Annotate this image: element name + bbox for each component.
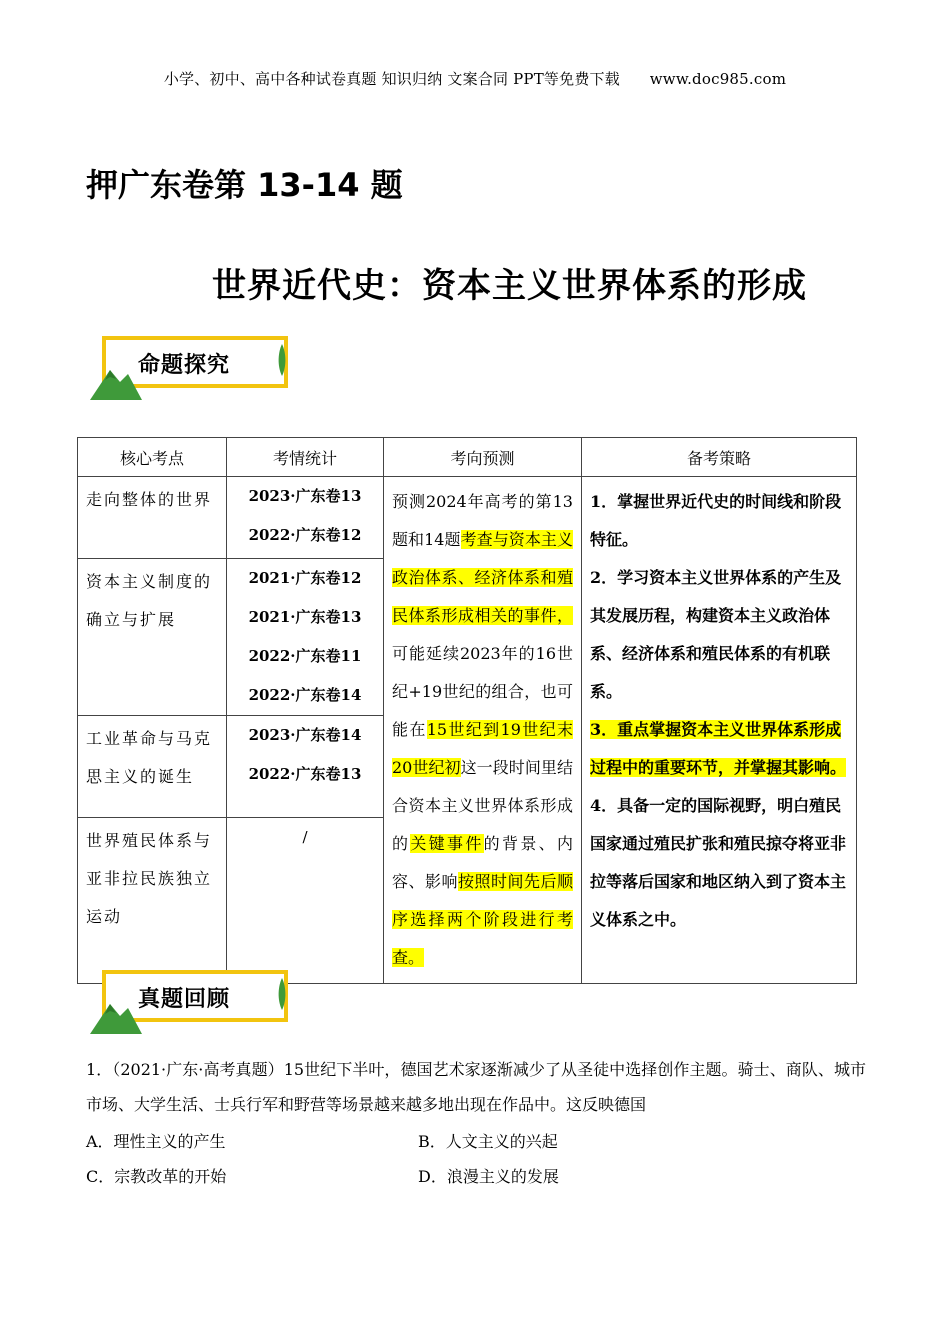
leaf-icon	[275, 342, 289, 378]
stat-item: 2021·广东卷13	[248, 608, 362, 626]
col-header-prediction: 考向预测	[384, 438, 582, 477]
header-banner: 小学、初中、高中各种试卷真题 知识归纳 文案合同 PPT等免费下载	[163, 70, 620, 88]
strategy-item: 4．具备一定的国际视野，明白殖民国家通过殖民扩张和殖民掠夺将亚非拉等落后国家和地区纳入到了资本主义体系之中。	[590, 796, 847, 929]
table-header-row	[78, 438, 857, 477]
section-badge-proposition	[90, 336, 300, 402]
leaf-icon	[275, 976, 289, 1012]
topic-cell: 走向整体的世界	[86, 490, 213, 509]
col-header-topic: 核心考点	[78, 438, 227, 477]
badge-label: 真题回顾	[138, 987, 231, 1012]
topic-cell: 世界殖民体系与亚非拉民族独立运动	[86, 831, 213, 926]
stat-item: 2022·广东卷14	[248, 686, 362, 704]
stat-item: 2021·广东卷12	[248, 569, 362, 587]
col-header-stats: 考情统计	[227, 438, 384, 477]
stat-item: 2023·广东卷13	[248, 487, 362, 505]
section-badge-review	[90, 970, 300, 1036]
stat-item: /	[302, 828, 308, 846]
question-stem: 1．（2021·广东·高考真题）15世纪下半叶，德国艺术家逐渐减少了从圣徒中选择创作主题。骑士、商队、城市市场、大学生活、士兵行军和野营等场景越来越多地出现在作品中。这反映德国	[86, 1060, 866, 1114]
option-d[interactable]: D．浪漫主义的发展	[418, 1167, 559, 1186]
prediction-highlight: 考查与资本主义政治体系、经济体系和殖民体系形成相关的事件，	[392, 530, 573, 625]
page-title: 押广东卷第 13-14 题	[86, 166, 403, 204]
prediction-cell	[384, 477, 582, 984]
header-site[interactable]: www.doc985.com	[649, 70, 787, 88]
prediction-highlight: 15世纪到19世纪末20世纪初	[392, 720, 573, 777]
page-header	[0, 68, 950, 89]
prediction-highlight: 按照时间先后顺序选择两个阶段进行考查。	[392, 872, 573, 967]
stat-item: 2022·广东卷13	[248, 765, 362, 783]
strategy-item: 1．掌握世界近代史的时间线和阶段特征。	[590, 492, 842, 549]
badge-label: 命题探究	[138, 353, 231, 378]
prediction-text: 这一段时间里结合资本主义世界体系形成的	[392, 758, 573, 853]
stat-item: 2022·广东卷12	[248, 526, 362, 544]
prediction-text: 的背景、内容、影响	[392, 834, 573, 891]
stat-item: 2022·广东卷11	[248, 647, 362, 665]
prediction-text: 预测2024年高考的第13题和14题	[392, 492, 573, 549]
table-row	[78, 477, 857, 559]
prediction-text: 可能延续2023年的16世纪+19世纪的组合，也可能在	[392, 644, 573, 739]
option-b[interactable]: B．人文主义的兴起	[418, 1132, 558, 1151]
page-subtitle: 世界近代史：资本主义世界体系的形成	[212, 266, 807, 306]
strategy-item: 2．学习资本主义世界体系的产生及其发展历程，构建资本主义政治体系、经济体系和殖民体系的有机联系。	[590, 568, 842, 701]
col-header-strategy: 备考策略	[582, 438, 857, 477]
topic-cell: 工业革命与马克思主义的诞生	[86, 729, 213, 786]
exam-analysis-table	[77, 437, 857, 984]
option-c[interactable]: C．宗教改革的开始	[86, 1167, 227, 1186]
strategy-cell	[582, 477, 857, 984]
option-a[interactable]: A．理性主义的产生	[86, 1132, 226, 1151]
prediction-highlight: 关键事件	[410, 834, 484, 853]
topic-cell: 资本主义制度的确立与扩展	[86, 572, 213, 629]
strategy-item-highlight: 3．重点掌握资本主义世界体系形成过程中的重要环节，并掌握其影响。	[590, 720, 847, 777]
stat-item: 2023·广东卷14	[248, 726, 362, 744]
